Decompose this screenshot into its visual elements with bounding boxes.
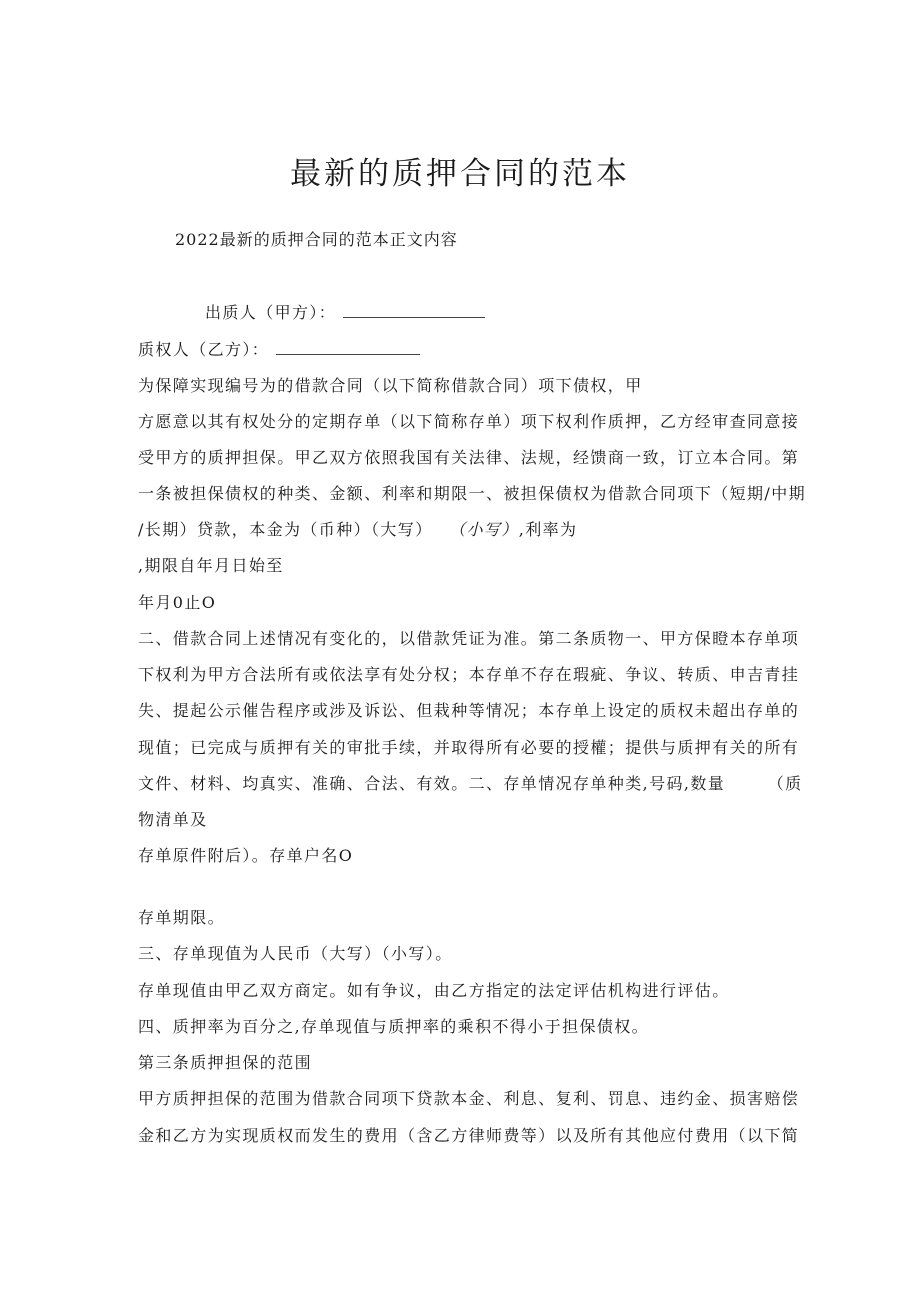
loan-principal-text: /长期）贷款，本金为（币种）（大写） <box>138 520 433 539</box>
body-line: 物清单及 <box>138 810 208 829</box>
pledgee-line <box>138 340 420 360</box>
body-line: 受甲方的质押担保。甲乙双方依照我国有关法律、法规，经馈商一致，订立本合同。第 <box>138 448 800 467</box>
body-line: 存单现值由甲乙双方商定。如有争议，由乙方指定的法定评估机构进行评估。 <box>138 981 730 1000</box>
body-line: 金和乙方为实现质权而发生的费用（含乙方律师费等）以及所有其他应付费用（以下简 <box>138 1126 800 1145</box>
pledgee-blank <box>276 340 420 355</box>
section-heading: 第三条质押担保的范围 <box>138 1053 313 1072</box>
pledgor-blank <box>343 303 485 318</box>
body-line-deposit-info <box>138 774 803 794</box>
pledgee-label: 质权人（乙方）： <box>138 340 270 359</box>
body-line: 一条被担保债权的种类、金额、利率和期限一、被担保债权为借款合同项下（短期/中期 <box>138 484 806 503</box>
pledgor-line <box>205 303 485 323</box>
body-line-loan-amount <box>138 520 577 540</box>
body-line: 现值；已完成与质押有关的审批手续，并取得所有必要的授權；提供与质押有关的所有 <box>138 738 800 757</box>
body-line: 方愿意以其有权处分的定期存单（以下简称存单）项下权利作质押，乙方经审查同意接 <box>138 412 800 431</box>
document-subtitle: 2022最新的质押合同的范本正文内容 <box>175 230 458 249</box>
pledge-list-text: （质 <box>767 774 803 793</box>
interest-rate-text: ,利率为 <box>518 520 578 539</box>
lowercase-amount-text: （小写） <box>449 520 519 539</box>
body-line: 二、借款合同上述情况有变化的，以借款凭证为准。第二条质物一、甲方保瞪本存单项 <box>138 629 800 648</box>
body-line: ,期限自年月日始至 <box>138 556 284 575</box>
deposit-info-text: 文件、材料、均真实、准确、合法、有效。二、存单情况存单种类,号码,数量 <box>138 774 726 793</box>
body-line: 四、质押率为百分之,存单现值与质押率的乘积不得小于担保债权。 <box>138 1017 650 1036</box>
body-line: 存单期限。 <box>138 908 226 927</box>
body-line: 失、提起公示催告程序或涉及诉讼、但栽种等情况；本存单上设定的质权未超出存单的 <box>138 701 800 720</box>
body-line: 下权利为甲方合法所有或依法享有处分权；本存单不存在瑕疵、争议、转质、申吉青挂 <box>138 665 800 684</box>
body-line: 年月0止O <box>138 593 217 612</box>
body-line: 存单原件附后）。存单户名O <box>138 846 354 865</box>
document-title: 最新的质押合同的范本 <box>290 156 630 192</box>
body-line: 甲方质押担保的范围为借款合同项下贷款本金、利息、复利、罚息、违约金、损害赔偿 <box>138 1089 800 1108</box>
body-line: 为保障实现编号为的借款合同（以下简称借款合同）项下债权，甲 <box>138 376 643 395</box>
body-line: 三、存单现值为人民币（大写）（小写）。 <box>138 944 453 963</box>
pledgor-label: 出质人（甲方）： <box>205 303 337 322</box>
